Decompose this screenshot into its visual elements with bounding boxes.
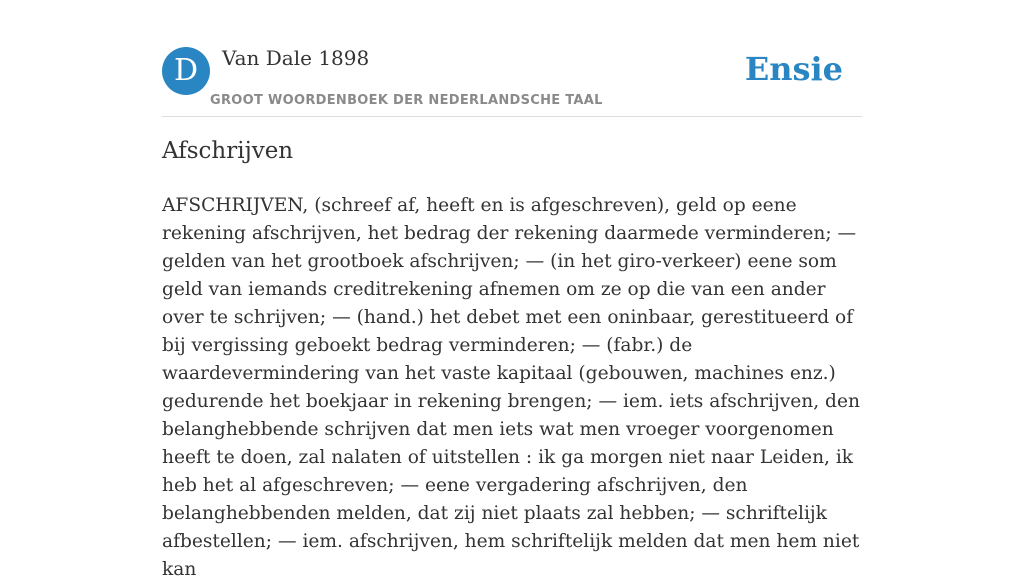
dictionary-header <box>162 46 862 117</box>
entry-headword: Afschrijven <box>162 138 294 164</box>
entry-definition: AFSCHRIJVEN, (schreef af, heeft en is afgeschreven), geld op eene rekening afschrijven, het bedrag der rekening daarmede verminderen; — gelden van het grootboek afschrijven; — (in het giro-verkeer) eene som geld van iemands creditrekening afnemen om ze op die van een ander over te schrijven; — (hand.) het debet met een oninbaar, gerestitueerd of bij vergissing geboekt bedrag verminderen; — (fabr.) de waardevermindering van het vaste kapitaal (gebouwen, machines enz.) gedurende het boekjaar in rekening brengen; — iem. iets afschrijven, den belanghebbende schrijven dat men iets wat men vroeger voorgenomen heeft te doen, zal nalaten of uitstellen : ik ga morgen niet naar Leiden, ik heb het al afgeschreven; — eene vergadering afschrijven, den belanghebbenden melden, dat zij niet plaats zal hebben; — schriftelijk afbestellen; — iem. afschrijven, hem schriftelijk melden dat men hem niet kan <box>162 195 860 580</box>
dictionary-logo[interactable]: D <box>162 47 210 95</box>
dictionary-title[interactable]: Van Dale 1898 <box>222 46 370 70</box>
ensie-logo[interactable]: Ensie <box>744 50 843 88</box>
dictionary-subtitle: GROOT WOORDENBOEK DER NEDERLANDSCHE TAAL <box>210 93 603 108</box>
